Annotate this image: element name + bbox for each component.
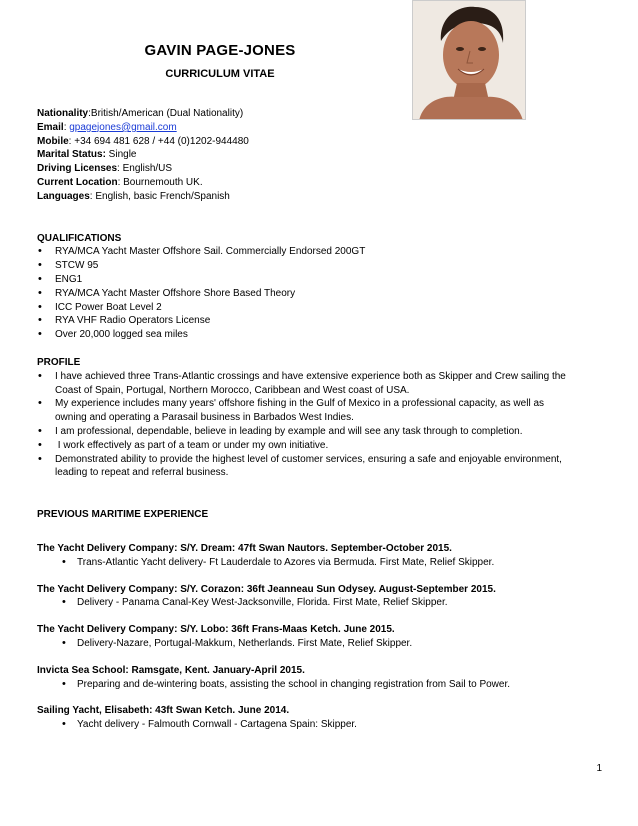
experience-entry-heading: The Yacht Delivery Company: S/Y. Lobo: 36ft Frans-Maas Ketch. June 2015. [37, 624, 395, 636]
list-item [37, 370, 597, 398]
experience-heading: PREVIOUS MARITIME EXPERIENCE [37, 509, 209, 521]
email-label: Email [37, 121, 64, 133]
driving-label: Driving Licenses [37, 163, 118, 175]
list-item: • ICC Power Boat Level 2 [37, 301, 597, 315]
list-item [37, 439, 597, 453]
experience-entry-heading: Invicta Sea School: Ramsgate, Kent. January-April 2015. [37, 664, 305, 676]
driving-value: : English/US [117, 163, 173, 175]
candidate-name: GAVIN PAGE-JONES [144, 42, 296, 59]
profile-line: leading to repeat and referral business. [55, 467, 229, 479]
languages-line [37, 190, 597, 204]
nationality-value: :British/American (Dual Nationality) [88, 108, 244, 119]
name-block [0, 42, 440, 81]
list-item: • Trans-Atlantic Yacht delivery- Ft Lauderdale to Azores via Bermuda. First Mate, Relief Skipper. [37, 556, 597, 570]
nationality-label: Nationality [37, 108, 89, 119]
marital-label: Marital Status: [37, 149, 106, 161]
profile-line: Coast of Spain, Portugal, Northern Morocco, Caribbean and West coast of USA. [55, 384, 410, 396]
email-line [37, 121, 597, 135]
list-item: • STCW 95 [37, 259, 597, 273]
mobile-label: Mobile [37, 135, 69, 147]
marital-value: Single [105, 149, 137, 161]
experience-entry-heading: The Yacht Delivery Company: S/Y. Dream: 47ft Swan Nautors. September-October 2015. [37, 542, 452, 554]
cv-body [37, 107, 597, 732]
list-item: • Over 20,000 logged sea miles [37, 328, 597, 342]
list-item [37, 425, 597, 439]
profile-list [37, 370, 597, 480]
profile-line: • My experience includes many years' offshore fishing in the Gulf of Mexico in a professional capacity, as well as [55, 398, 544, 410]
qualifications-list [37, 245, 597, 342]
nationality-line [37, 107, 597, 121]
list-item [37, 453, 597, 481]
profile-line: • I am professional, dependable, believe in leading by example and will see any task through to completion. [55, 425, 523, 437]
list-item: • Delivery-Nazare, Portugal-Makkum, Netherlands. First Mate, Relief Skipper. [37, 637, 597, 651]
email-link[interactable]: gpagejones@gmail.com [69, 121, 177, 133]
list-item: • RYA/MCA Yacht Master Offshore Sail. Commercially Endorsed 200GT [37, 245, 597, 259]
qualifications-heading: QUALIFICATIONS [37, 232, 122, 244]
languages-label: Languages [37, 190, 90, 202]
list-item: • Yacht delivery - Falmouth Cornwall - Cartagena Spain: Skipper. [37, 718, 597, 732]
list-item: • Preparing and de-wintering boats, assisting the school in changing registration from Sail to Power. [37, 678, 597, 692]
profile-heading: PROFILE [37, 356, 81, 368]
location-line [37, 176, 597, 190]
profile-line: owning and operating a Parasail business in Barbados West Indies. [55, 412, 354, 424]
location-value: : Bournemouth UK. [117, 176, 203, 188]
profile-photo [412, 0, 526, 120]
list-item: • RYA VHF Radio Operators License [37, 314, 597, 328]
page-number: 1 [596, 763, 602, 774]
list-item: • Delivery - Panama Canal-Key West-Jacksonville, Florida. First Mate, Relief Skipper. [37, 596, 597, 610]
location-label: Current Location [37, 176, 118, 188]
list-item: • ENG1 [37, 273, 597, 287]
list-item [37, 397, 597, 425]
email-separator: : [63, 121, 70, 133]
list-item: • RYA/MCA Yacht Master Offshore Shore Based Theory [37, 287, 597, 301]
document-subtitle: CURRICULUM VITAE [165, 68, 275, 80]
mobile-line [37, 135, 597, 149]
profile-line: • I have achieved three Trans-Atlantic crossings and have extensive experience both as Skipper and Crew sailing the [55, 370, 566, 382]
marital-line [37, 148, 597, 162]
experience-entry-heading: Sailing Yacht, Elisabeth: 43ft Swan Ketch. June 2014. [37, 705, 290, 717]
languages-value: : English, basic French/Spanish [89, 190, 230, 202]
profile-line: • I work effectively as part of a team or under my own initiative. [55, 439, 329, 451]
profile-line: • Demonstrated ability to provide the highest level of customer services, ensuring a safe and enjoyable environment, [55, 453, 562, 465]
driving-line [37, 162, 597, 176]
mobile-value: : +34 694 481 628 / +44 (0)1202-944480 [68, 135, 249, 147]
experience-entry-heading: The Yacht Delivery Company: S/Y. Corazon: 36ft Jeanneau Sun Odysey. August-September 2015. [37, 583, 496, 595]
